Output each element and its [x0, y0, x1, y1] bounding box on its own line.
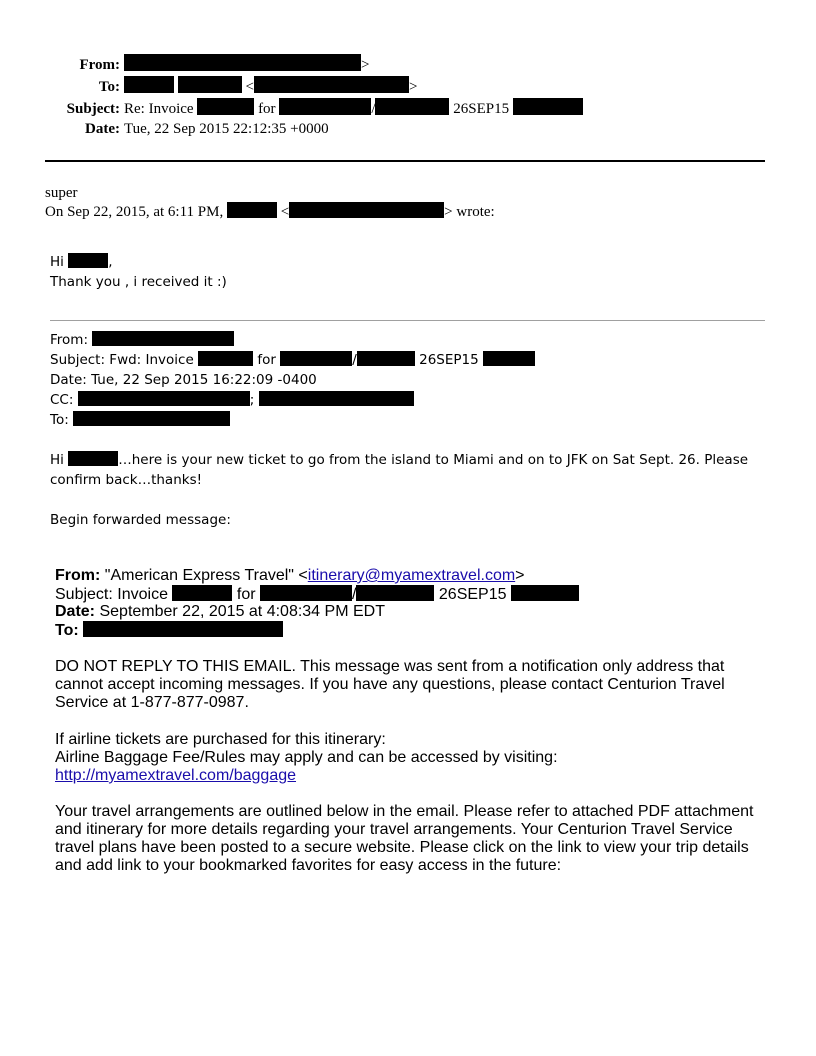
- amex-from-row: From: "American Express Travel" <itinerary@myamextravel.com>: [55, 567, 525, 584]
- to-label: To:: [98, 79, 120, 95]
- fwd-subject-row: Subject: Fwd: Invoice for / 26SEP15: [50, 350, 535, 370]
- date-value: Tue, 22 Sep 2015 22:12:35 +0000: [124, 121, 329, 137]
- redaction-box: [356, 585, 434, 601]
- redaction-box: [73, 411, 230, 426]
- amex-to-row: To:: [55, 621, 283, 640]
- redaction-box: [483, 351, 535, 366]
- redaction-box: [289, 202, 444, 218]
- tickets-line1: If airline tickets are purchased for this itinerary:: [55, 731, 386, 748]
- redaction-box: [197, 98, 254, 115]
- tickets-line2: Airline Baggage Fee/Rules may apply and can be accessed by visiting:: [55, 749, 558, 766]
- redaction-box: [68, 253, 108, 268]
- subject-label: Subject:: [66, 101, 120, 117]
- redaction-box: [92, 331, 234, 346]
- redaction-box: [178, 76, 242, 93]
- redaction-box: [227, 202, 277, 218]
- header-divider: [45, 160, 765, 162]
- reply-attribution: On Sep 22, 2015, at 6:11 PM, < > wrote:: [45, 204, 495, 220]
- redaction-box: [511, 585, 579, 601]
- from-label: From:: [79, 57, 120, 73]
- redaction-box: [83, 621, 283, 637]
- redaction-box: [513, 98, 583, 115]
- begin-forwarded: Begin forwarded message:: [50, 512, 231, 528]
- redaction-box: [254, 76, 409, 93]
- amex-subject-row: Subject: Invoice for / 26SEP15: [55, 585, 579, 604]
- redaction-box: [260, 585, 352, 601]
- redaction-box: [124, 54, 361, 71]
- header-subject-row: Subject: Re: Invoice for / 26SEP15: [0, 98, 583, 118]
- fwd-to-row: To:: [50, 410, 230, 430]
- redaction-box: [124, 76, 174, 93]
- header-to-row: To: < >: [0, 76, 417, 96]
- fwd-body-line2: confirm back…thanks!: [50, 472, 203, 488]
- subject-text: Re: Invoice: [124, 101, 194, 117]
- redaction-box: [78, 391, 250, 406]
- date-label: Date:: [85, 121, 120, 137]
- fwd-from-row: From:: [50, 330, 234, 350]
- quoted-greeting: Hi ,: [50, 254, 113, 270]
- quoted-divider: [50, 320, 765, 321]
- header-date-row: [0, 120, 329, 138]
- amex-date-row: Date: September 22, 2015 at 4:08:34 PM EDT: [55, 603, 385, 620]
- redaction-box: [68, 451, 118, 466]
- redaction-box: [172, 585, 232, 601]
- arrangements-paragraph: Your travel arrangements are outlined below in the email. Please refer to attached PDF attachment and itinerary for more details regarding your travel arrangements. Your Centurion Travel Service travel plans have been posted to a secure website. Please click on the link to view your trip details and add link to your bookmarked favorites for easy access in the future:: [55, 803, 754, 874]
- amex-email-link[interactable]: itinerary@myamextravel.com: [307, 567, 516, 584]
- quoted-thanks: Thank you , i received it :): [50, 274, 227, 290]
- redaction-box: [280, 351, 352, 366]
- fwd-body-line1: Hi …here is your new ticket to go from the island to Miami and on to JFK on Sat Sept. 26. Please: [50, 452, 749, 468]
- baggage-link-row: [55, 767, 765, 785]
- notice-paragraph: DO NOT REPLY TO THIS EMAIL. This message was sent from a notification only address that cannot accept incoming messages. If you have any questions, please contact Centurion Travel Service at 1-877-877-0987.: [55, 658, 725, 711]
- reply-text: super: [45, 185, 78, 201]
- header-from-row: From: >: [0, 54, 369, 74]
- redaction-box: [375, 98, 449, 115]
- redaction-box: [357, 351, 415, 366]
- fwd-cc-row: CC: ;: [50, 390, 414, 410]
- redaction-box: [279, 98, 371, 115]
- redaction-box: [198, 351, 253, 366]
- baggage-link[interactable]: http://myamextravel.com/baggage: [55, 767, 297, 784]
- redaction-box: [259, 391, 414, 406]
- fwd-date-row: Date: Tue, 22 Sep 2015 16:22:09 -0400: [50, 372, 317, 388]
